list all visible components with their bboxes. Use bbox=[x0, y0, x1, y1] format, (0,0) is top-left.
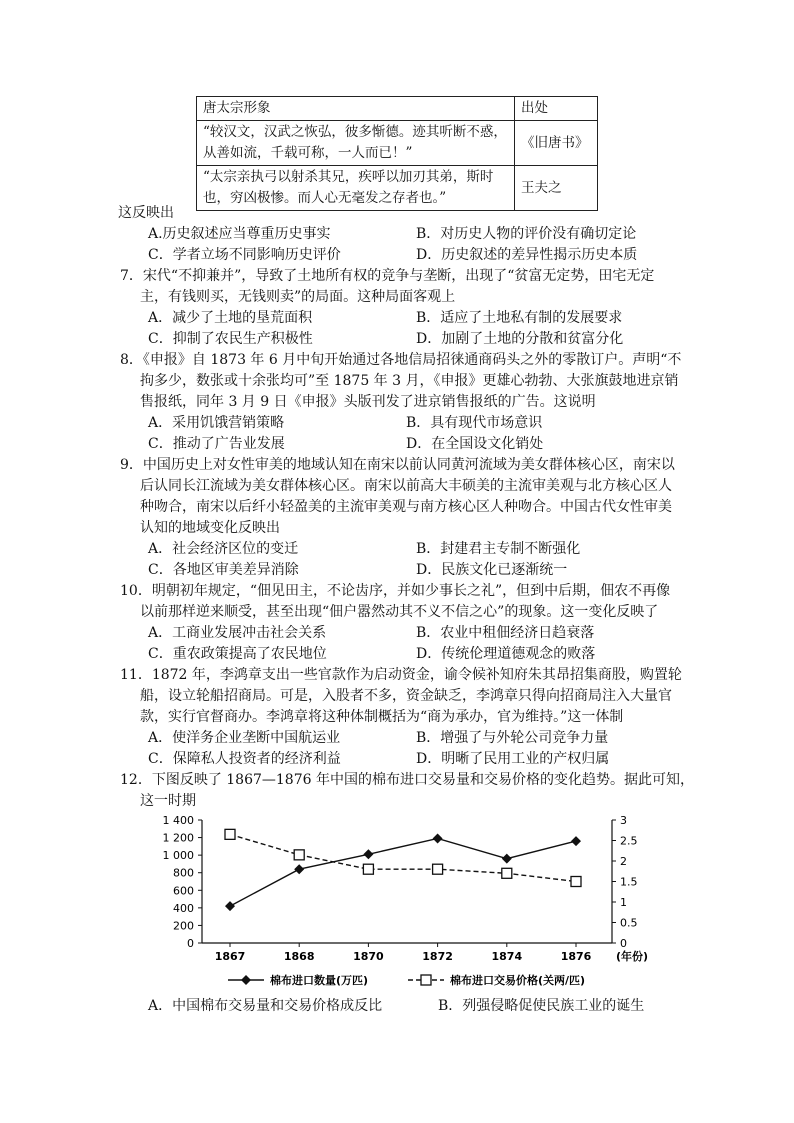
chart-marks bbox=[225, 829, 581, 911]
left-tick-label: 1 200 bbox=[162, 831, 194, 845]
q7-option-c: C．抑制了农民生产积极性 bbox=[148, 331, 313, 347]
chart-legend bbox=[228, 973, 585, 987]
legend-price-label: 棉布进口交易价格(关两/匹) bbox=[450, 974, 586, 987]
q6-option-c: C．学者立场不同影响历史评价 bbox=[148, 247, 341, 263]
quantity-data-point bbox=[363, 849, 373, 859]
q8-stem-line: 售报纸，同年 3 月 9 日《申报》头版刊发了进京销售报纸的广告。这说明 bbox=[140, 394, 596, 410]
x-tick-label: 1870 bbox=[353, 950, 384, 963]
q10-option-b: B．农业中租佃经济日趋衰落 bbox=[416, 625, 595, 641]
table-row bbox=[197, 166, 598, 211]
q6-option-a: A.历史叙述应当尊重历史事实 bbox=[148, 226, 331, 242]
q11-stem-line: 11．1872 年，李鸿章支出一些官款作为启动资金，谕令候补知府朱其昂招集商股，购置轮 bbox=[120, 667, 682, 683]
q8-stem-line: 8．《申报》自 1873 年 6 月中旬开始通过各地信局招徕通商码头之外的零散订户。声明“不 bbox=[120, 352, 682, 368]
source-table bbox=[196, 96, 598, 211]
q11-option-b: B．增强了与外轮公司竞争力量 bbox=[416, 730, 609, 746]
table-cell-quote bbox=[197, 121, 515, 166]
table-row bbox=[197, 121, 598, 166]
q11-option-a: A．使洋务企业垄断中国航运业 bbox=[148, 730, 341, 746]
table-header-row bbox=[197, 97, 598, 121]
legend-quantity-label: 棉布进口数量(万匹) bbox=[270, 974, 369, 987]
x-tick-label: 1868 bbox=[283, 950, 315, 963]
table-cell-source: 王夫之 bbox=[515, 166, 598, 211]
q11-stem-line: 款，实行官督商办。李鸿章将这种体制概括为“商为承办，官为维持。”这一体制 bbox=[140, 709, 624, 725]
quantity-series-line bbox=[230, 838, 576, 906]
q6-option-d: D．历史叙述的差异性揭示历史本质 bbox=[416, 247, 638, 263]
q6-option-b: B．对历史人物的评价没有确切定论 bbox=[416, 226, 637, 242]
q7-option-b: B．适应了土地私有制的发展要求 bbox=[416, 310, 623, 326]
price-data-point bbox=[571, 877, 581, 887]
price-data-point bbox=[502, 868, 512, 878]
table-cell-source: 《旧唐书》 bbox=[515, 121, 598, 166]
right-tick-label: 2.5 bbox=[620, 834, 638, 848]
q7-option-a: A．减少了土地的垦荒面积 bbox=[148, 310, 313, 326]
q9-option-c: C．各地区审美差异消除 bbox=[148, 562, 299, 578]
price-data-point bbox=[433, 864, 443, 874]
right-tick-label: 0 bbox=[620, 937, 627, 950]
q9-option-d: D．民族文化已逐渐统一 bbox=[416, 562, 568, 578]
q12-stem-line: 12．下图反映了 1867—1876 年中国的棉布进口交易量和交易价格的变化趋势。据此可知， bbox=[120, 772, 694, 788]
left-tick-label: 800 bbox=[173, 866, 194, 880]
q11-stem-line: 船，设立轮船招商局。可是，入股者不多，资金缺乏，李鸿章只得向招商局注入大量官 bbox=[140, 688, 672, 704]
q8-option-a: A．采用饥饿营销策略 bbox=[148, 415, 285, 431]
q9-stem-line: 后认同长江流域为美女群体核心区。南宋以前高大丰硕美的主流审美观与北方核心区人 bbox=[140, 478, 672, 494]
q8-option-b: B．具有现代市场意识 bbox=[406, 415, 543, 431]
x-tick-label: 1872 bbox=[422, 950, 453, 963]
quantity-data-point bbox=[571, 836, 581, 846]
q9-stem-line: 9．中国历史上对女性审美的地域认知在南宋以前认同黄河流域为美女群体核心区，南宋以 bbox=[120, 457, 675, 473]
q9-option-a: A．社会经济区位的变迁 bbox=[148, 541, 299, 557]
q10-option-c: C．重农政策提高了农民地位 bbox=[148, 646, 327, 662]
q8-option-d: D．在全国设文化销处 bbox=[406, 436, 544, 452]
left-tick-label: 400 bbox=[173, 901, 194, 915]
right-tick-label: 0.5 bbox=[620, 916, 638, 930]
price-data-point bbox=[225, 829, 235, 839]
q7-option-d: D．加剧了土地的分散和贫富分化 bbox=[416, 331, 624, 347]
quantity-data-point bbox=[502, 854, 512, 864]
q9-option-b: B．封建君主专制不断强化 bbox=[416, 541, 581, 557]
left-tick-label: 0 bbox=[187, 937, 194, 950]
q10-stem-line: 10．明朝初年规定，“佃见田主，不论齿序，并如少事长之礼”，但到中后期，佃农不再像 bbox=[120, 583, 671, 599]
left-tick-label: 600 bbox=[173, 884, 194, 898]
q10-stem-line: 以前那样逆来顺受，甚至出现“佃户嚣然动其不义不信之心”的现象。这一变化反映了 bbox=[140, 604, 659, 620]
left-tick-label: 1 400 bbox=[162, 814, 194, 827]
q9-stem-line: 认知的地域变化反映出 bbox=[140, 520, 280, 536]
quote-line: “太宗亲执弓以射杀其兄，疾呼以加刃其弟，斯时 bbox=[203, 169, 494, 185]
legend-price-marker bbox=[421, 975, 431, 985]
q8-option-c: C．推动了广告业发展 bbox=[148, 436, 285, 452]
q7-stem-line: 主，有钱则买，无钱则卖”的局面。这种局面客观上 bbox=[140, 289, 456, 305]
x-tick-label: 1876 bbox=[560, 950, 592, 963]
quote-line: 也，穷凶极惨。而人心无毫发之存者也。” bbox=[203, 190, 447, 206]
right-tick-label: 3 bbox=[620, 814, 627, 827]
cotton-import-chart bbox=[140, 808, 660, 998]
price-series-line bbox=[230, 834, 576, 881]
left-tick-label: 200 bbox=[173, 919, 194, 933]
right-tick-label: 1 bbox=[620, 896, 627, 909]
q11-option-d: D．明晰了民用工业的产权归属 bbox=[416, 751, 610, 767]
quote-line: 从善如流，千载可称，一人而已！” bbox=[203, 145, 413, 161]
left-tick-label: 1 000 bbox=[162, 849, 194, 863]
right-tick-label: 1.5 bbox=[620, 875, 638, 889]
q9-stem-line: 种吻合，南宋以后纤小轻盈美的主流审美观与南方核心区人种吻合。中国古代女性审美 bbox=[140, 499, 672, 515]
x-tick-label: 1867 bbox=[214, 950, 246, 963]
legend-quantity-marker bbox=[241, 975, 251, 985]
right-tick-label: 2 bbox=[620, 855, 627, 868]
quote-line: “较汉文，汉武之恢弘，彼多惭德。迹其听断不惑， bbox=[203, 124, 507, 140]
table-header-source: 出处 bbox=[515, 97, 598, 121]
q6-stem: 这反映出 bbox=[118, 205, 174, 221]
q10-option-d: D．传统伦理道德观念的败落 bbox=[416, 646, 596, 662]
table-header-image: 唐太宗形象 bbox=[197, 97, 515, 121]
q7-stem-line: 7．宋代“不抑兼并”，导致了土地所有权的竞争与垄断，出现了“贫富无定势，田宅无定 bbox=[120, 268, 655, 284]
quantity-data-point bbox=[433, 833, 443, 843]
quantity-data-point bbox=[225, 901, 235, 911]
q8-stem-line: 拘多少，数张或十余张均可”至 1875 年 3 月，《申报》更雄心勃勃、大张旗鼓地进京销 bbox=[140, 373, 679, 389]
quantity-data-point bbox=[294, 864, 304, 874]
q12-stem-line: 这一时期 bbox=[140, 793, 196, 809]
x-tick-label: 1874 bbox=[491, 950, 523, 963]
q12-option-a: A．中国棉布交易量和交易价格成反比 bbox=[148, 998, 383, 1014]
q12-option-b: B．列强侵略促使民族工业的诞生 bbox=[438, 998, 645, 1014]
price-data-point bbox=[363, 864, 373, 874]
q11-option-c: C．保障私人投资者的经济利益 bbox=[148, 751, 341, 767]
table-cell-quote bbox=[197, 166, 515, 211]
x-unit-label: (年份) bbox=[616, 950, 649, 963]
q10-option-a: A．工商业发展冲击社会关系 bbox=[148, 625, 327, 641]
price-data-point bbox=[294, 850, 304, 860]
